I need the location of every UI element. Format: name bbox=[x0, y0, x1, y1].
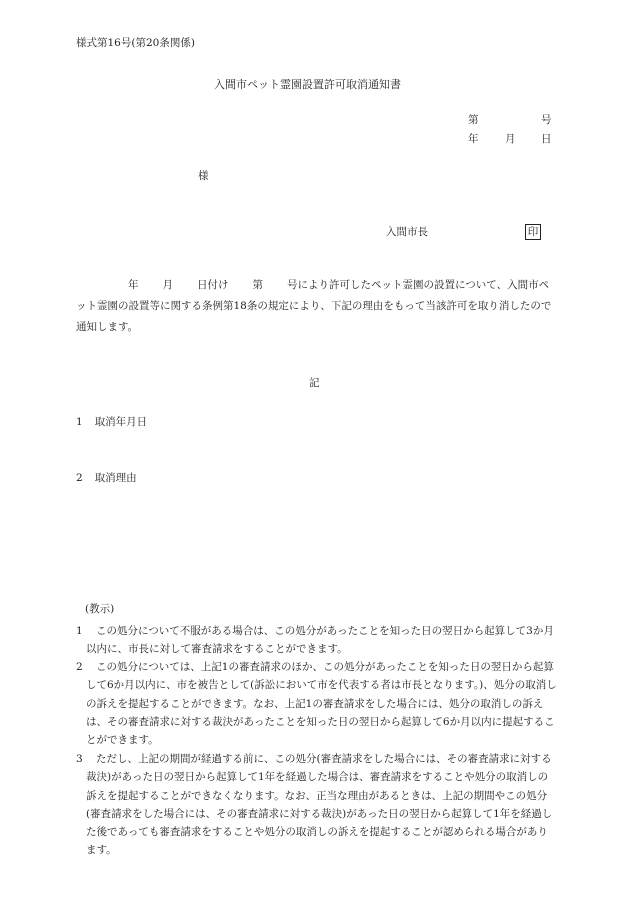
seal-mark bbox=[525, 224, 541, 240]
date-year: 年 bbox=[468, 133, 479, 145]
date-day: 日 bbox=[541, 133, 552, 145]
intro-dated: 日付け bbox=[197, 279, 229, 291]
doc-number-suffix: 号 bbox=[541, 114, 552, 126]
ki-heading: 記 bbox=[309, 377, 320, 389]
notice-item bbox=[76, 622, 558, 659]
addressee-suffix: 様 bbox=[198, 170, 209, 182]
notice-number: 1 bbox=[76, 625, 83, 637]
notice-number: 3 bbox=[76, 753, 83, 765]
field-number: 1 bbox=[76, 416, 83, 428]
field-label: 取消年月日 bbox=[94, 416, 148, 428]
document-title: 入間市ペット霊園設置許可取消通知書 bbox=[214, 78, 401, 91]
notice-text: ただし、上記の期間が経過する前に、この処分(審査請求をした場合には、その審査請求に対する裁決)があった日の翌日から起算して1年を経過した場合は、審査請求をすることや処分の取消しの訴えを提起することができなくなります。なお、正当な理由があるときは、上記の期間やこの処分(審査請求をした場合には、その審査請求に対する裁決)があった日の翌日から起算して1年を経過した後であっても審査請求をすることや処分の取消しの訴えを提起することが認められる場合があります。 bbox=[86, 753, 553, 857]
form-number: 様式第16号(第20条関係) bbox=[76, 37, 195, 49]
notice-item bbox=[76, 658, 558, 749]
intro-no: 第 bbox=[252, 279, 263, 291]
field-cancellation-date bbox=[76, 416, 147, 429]
intro-text: 号により許可したペット霊園の設置について、入間市ペット霊園の設置等に関する条例第18条の規定により、下記の理由をもって当該許可を取り消したので通知します。 bbox=[76, 279, 552, 333]
doc-number-prefix: 第 bbox=[468, 114, 479, 126]
field-label: 取消理由 bbox=[94, 472, 137, 484]
field-cancellation-reason bbox=[76, 472, 137, 485]
field-number: 2 bbox=[76, 472, 83, 484]
notice-text: この処分について不服がある場合は、この処分があったことを知った日の翌日から起算して3か月以内に、市長に対して審査請求をすることができます。 bbox=[86, 625, 554, 656]
notice-number: 2 bbox=[76, 661, 83, 673]
notice-item bbox=[76, 750, 558, 860]
seal-label: 印 bbox=[525, 224, 541, 240]
issuer-name: 入間市長 bbox=[386, 226, 428, 238]
intro-month: 月 bbox=[162, 279, 173, 291]
intro-year: 年 bbox=[128, 279, 139, 291]
notice-heading: (教示) bbox=[85, 603, 115, 615]
date-month: 月 bbox=[505, 133, 516, 145]
notice-text: この処分については、上記1の審査請求のほか、この処分があったことを知った日の翌日から起算して6か月以内に、市を被告として(訴訟において市を代表する者は市長となります。)、処分の取消しの訴えを提起することができます。なお、上記1の審査請求をした場合には、処分の取消しの訴えは、その審査請求に対する裁決があったことを知った日の翌日から起算して6か月以内に提起することができます。 bbox=[86, 661, 557, 747]
body-paragraph bbox=[76, 275, 558, 338]
